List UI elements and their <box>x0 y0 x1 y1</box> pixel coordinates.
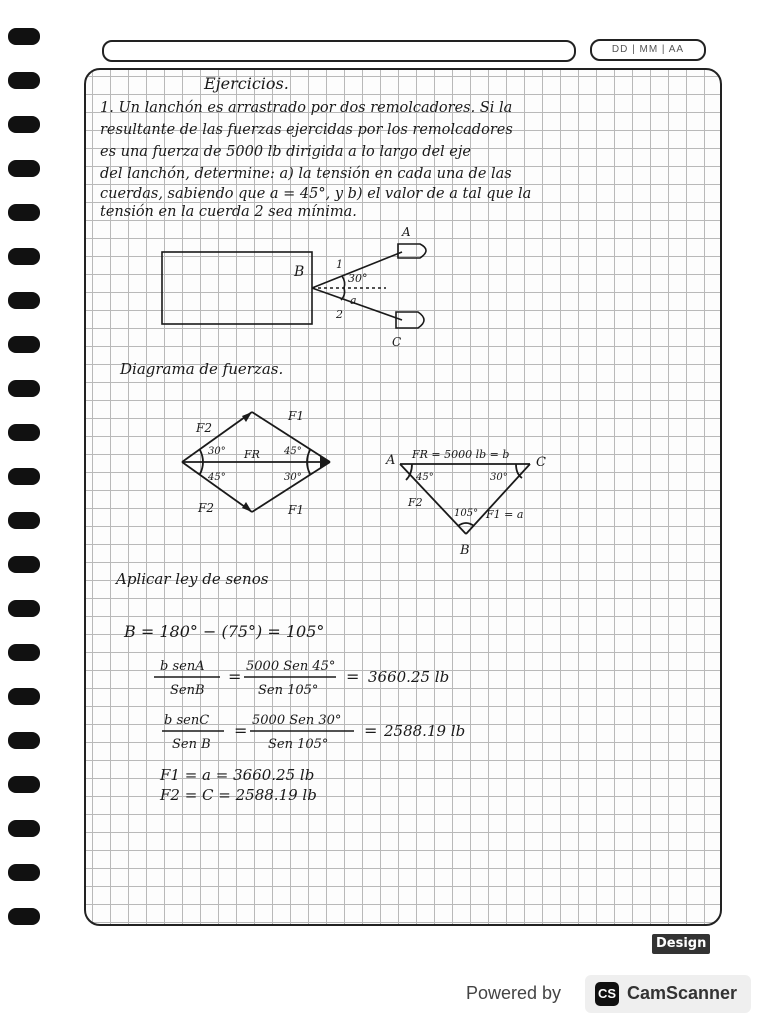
date-field: DD | MM | AA <box>590 39 706 61</box>
label-side-f2: F2 <box>408 496 423 509</box>
label-angle-45-left: 45° <box>208 472 226 483</box>
label-C: C <box>392 335 402 349</box>
problem-line-5: cuerdas, sabiendo que a = 45°, y b) el valor de a tal que la <box>100 186 532 202</box>
label-rope-2: 2 <box>336 308 343 321</box>
svg-text:=: = <box>346 667 360 686</box>
eq2-result: 2588.19 lb <box>384 722 466 740</box>
section-forces: Diagrama de fuerzas. <box>120 360 284 378</box>
problem-line-1: 1. Un lanchón es arrastrado por dos remolcadores. Si la <box>100 100 513 116</box>
eq1-denominator: SenB <box>170 683 205 698</box>
svg-text:=: = <box>364 721 378 740</box>
eq1-result: 3660.25 lb <box>368 668 450 686</box>
label-angle-30: 30° <box>348 272 368 285</box>
calc-angle-B: B = 180° − (75°) = 105° <box>124 622 325 641</box>
label-rope-1: 1 <box>336 258 343 271</box>
label-f2-top: F2 <box>196 421 212 435</box>
barge-diagram <box>156 220 456 350</box>
label-C: C <box>536 455 546 470</box>
final-f2: F2 = C = 2588.19 lb <box>160 786 317 804</box>
label-f1-top: F1 <box>288 409 304 423</box>
label-f2-bottom: F2 <box>198 501 214 515</box>
eq2-numerator-2: 5000 Sen 30° <box>252 713 342 728</box>
label-fr: FR <box>244 448 260 461</box>
label-A: A <box>386 453 396 468</box>
section-law-of-sines: Aplicar ley de senos <box>116 570 269 588</box>
camscanner-badge <box>585 975 751 1013</box>
barge-rect <box>162 252 312 324</box>
svg-text:=: = <box>228 667 242 686</box>
equation-2 <box>158 706 538 756</box>
tugboat-a <box>398 244 426 258</box>
label-resultant: FR = 5000 lb = b <box>412 448 510 461</box>
camscanner-icon: CS <box>595 982 619 1006</box>
problem-line-4: del lanchón, determine: a) la tensión en cada una de las <box>100 166 512 182</box>
exercise-title: Ejercicios. <box>204 74 289 93</box>
equation-1 <box>150 652 530 702</box>
label-A: A <box>402 225 411 239</box>
label-angle-C: 30° <box>490 472 508 483</box>
camscanner-name: CamScanner <box>627 983 738 1003</box>
problem-line-2: resultante de las fuerzas ejercidas por los remolcadores <box>100 122 513 138</box>
problem-line-6: tensión en la cuerda 2 sea mínima. <box>100 204 357 220</box>
svg-text:=: = <box>234 721 248 740</box>
label-angle-A: 45° <box>416 472 434 483</box>
force-triangle <box>382 438 582 562</box>
label-angle-a: a <box>350 294 357 307</box>
label-side-f1: F1 = a <box>486 508 524 521</box>
final-f1: F1 = a = 3660.25 lb <box>160 766 315 784</box>
label-angle-45-right: 45° <box>284 446 302 457</box>
eq2-denominator-2: Sen 105° <box>268 737 329 752</box>
label-angle-B: 105° <box>454 508 479 519</box>
eq2-numerator: b senC <box>164 713 210 728</box>
label-angle-30: 30° <box>208 446 226 457</box>
label-B: B <box>460 543 470 558</box>
force-parallelogram <box>172 400 342 530</box>
spiral-binding <box>4 22 50 952</box>
label-f1-bottom: F1 <box>288 503 304 517</box>
header-title-bar <box>102 40 576 62</box>
eq1-numerator: b senA <box>160 659 205 674</box>
label-angle-30-right: 30° <box>284 472 302 483</box>
eq2-denominator: Sen B <box>172 737 211 752</box>
problem-line-3: es una fuerza de 5000 lb dirigida a lo largo del eje <box>100 144 471 160</box>
label-B: B <box>294 264 305 280</box>
notebook-brand-logo: Design <box>652 934 710 954</box>
eq1-denominator-2: Sen 105° <box>258 683 319 698</box>
powered-by-label: Powered by <box>466 983 562 1003</box>
notebook-page <box>84 68 722 926</box>
eq1-numerator-2: 5000 Sen 45° <box>246 659 336 674</box>
